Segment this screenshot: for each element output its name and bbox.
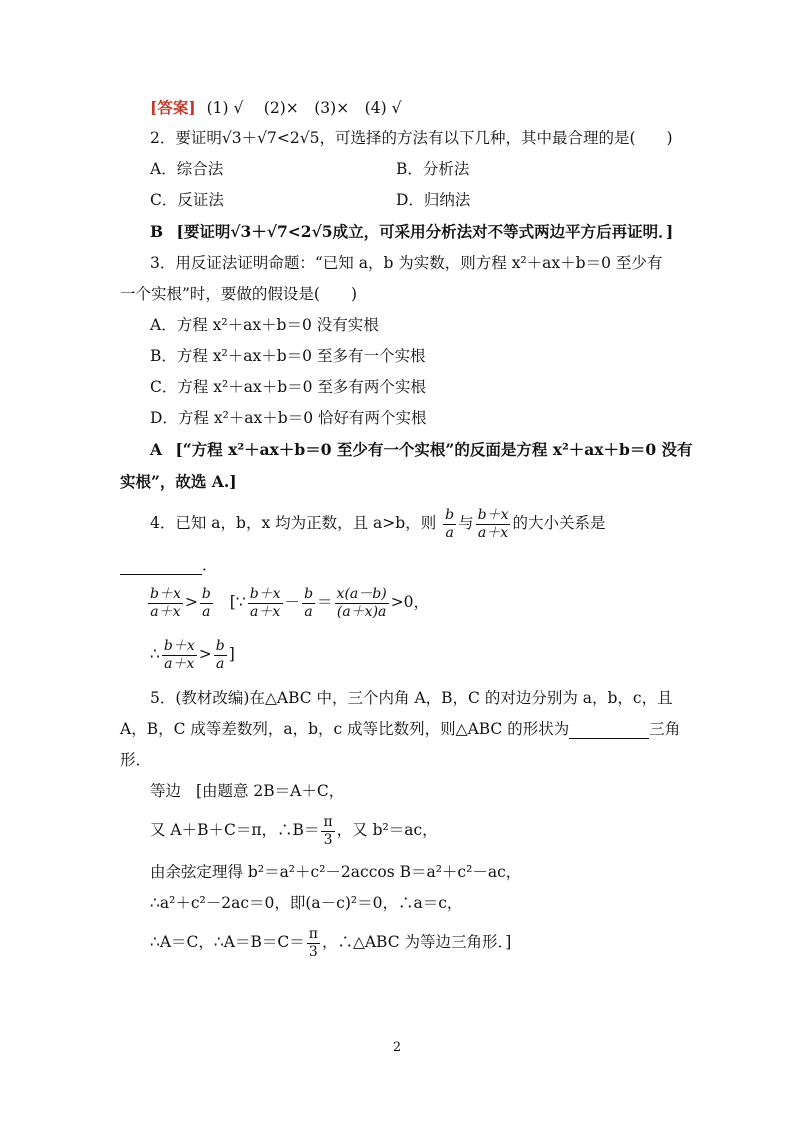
greater-than: >	[184, 593, 198, 611]
question-3-answer-line-1	[150, 440, 693, 460]
question-3-option-c: C．方程 x²＋ax＋b＝0 至多有两个实根	[150, 378, 426, 396]
question-5-answer-5-pre: ∴A＝C，∴A＝B＝C＝	[150, 933, 305, 951]
reason-open: [∵	[229, 593, 246, 611]
reason-fraction-b-over-a	[302, 586, 315, 621]
question-4-answer-line-2	[150, 634, 235, 674]
question-5-answer-word: 等边	[150, 782, 182, 800]
pi-over-3-fraction	[307, 926, 320, 961]
question-2-answer	[150, 222, 673, 242]
fraction-denominator: a	[445, 524, 454, 541]
question-2-post: ，可选择的方法有以下几种，其中最合理的是( )	[319, 129, 673, 147]
question-2-pre: 要证明	[175, 129, 222, 147]
question-3-option-d: D．方程 x²＋ax＋b＝0 恰好有两个实根	[150, 409, 427, 427]
question-5-answer-line-2	[150, 810, 438, 850]
fraction-denominator: 3	[323, 831, 333, 848]
question-2-option-a: A．综合法	[150, 160, 224, 178]
fraction-denominator: a＋x	[249, 603, 281, 620]
answer-1-items: (1) √ (2)× (3)× (4) √	[206, 99, 402, 117]
question-2-expression: √3＋√7<2√5	[221, 129, 320, 147]
question-3-option-b: B．方程 x²＋ax＋b＝0 至多有一个实根	[150, 347, 426, 365]
answer-blank	[569, 722, 649, 739]
question-2-stem	[150, 128, 673, 148]
question-5-line-1: 5．(教材改编)在△ABC 中，三个内角 A，B，C 的对边分别为 a，b，c，且	[150, 689, 673, 707]
question-4-fraction-b-over-a	[443, 507, 456, 542]
question-3-answer-line-2: 实根”，故选 A.]	[120, 472, 237, 491]
question-4-answer-line-1	[146, 582, 429, 622]
conclusion-fraction-b-over-a	[214, 638, 227, 673]
therefore-symbol: ∴	[150, 645, 160, 663]
question-4-post: 的大小关系是	[512, 514, 606, 532]
conclusion-fraction-bx-over-ax	[162, 638, 197, 673]
question-2-option-d: D．归纳法	[396, 191, 471, 209]
fraction-numerator: b	[201, 585, 211, 602]
question-5-answer-rest: [由题意 2B＝A＋C，	[195, 782, 345, 800]
fraction-numerator: b	[445, 506, 455, 523]
question-5-answer-line-1	[150, 781, 344, 801]
reason-fraction-result	[335, 586, 389, 621]
answer-fraction-bx-over-ax	[148, 586, 183, 621]
fraction-denominator: a＋x	[150, 603, 181, 620]
answer-blank	[120, 558, 202, 575]
question-2-number: 2．	[150, 129, 176, 147]
reason-fraction-bx-over-ax	[248, 586, 283, 621]
minus-sign: －	[284, 593, 301, 611]
question-3-line-2: 一个实根”时，要做的假设是( )	[120, 285, 358, 303]
fraction-denominator: a	[216, 655, 225, 672]
fraction-denominator: a＋x	[164, 655, 195, 672]
fraction-numerator: b＋x	[477, 506, 509, 523]
question-3-line-1: 3．用反证法证明命题：“已知 a，b 为实数，则方程 x²＋ax＋b＝0 至少有	[150, 254, 663, 272]
fraction-numerator: b	[304, 585, 314, 602]
fraction-numerator: b	[215, 637, 225, 654]
fraction-numerator: π	[323, 813, 333, 830]
question-5-line-2	[120, 719, 680, 739]
fraction-denominator: (a＋x)a	[336, 603, 387, 620]
answer-1-line	[150, 98, 401, 118]
question-4-mid: 与	[458, 514, 474, 532]
question-5-answer-line-3: 由余弦定理得 b²＝a²＋c²－2accos B＝a²＋c²－ac，	[150, 863, 522, 881]
fraction-denominator: a＋x	[477, 524, 509, 541]
fraction-numerator: x(a－b)	[336, 585, 387, 602]
question-5-answer-2-pre: 又 A＋B＋C＝π，∴B＝	[150, 821, 320, 839]
question-2-answer-letter: B	[150, 222, 164, 241]
question-4-blank-line	[120, 555, 218, 575]
answer-fraction-b-over-a	[200, 586, 213, 621]
question-4-fraction-bx-over-ax	[476, 507, 511, 542]
question-3-answer-letter: A	[150, 440, 163, 459]
question-4-end: ．	[202, 556, 218, 574]
greater-than: >	[198, 645, 212, 663]
fraction-numerator: b＋x	[249, 585, 281, 602]
fraction-numerator: b＋x	[163, 637, 195, 654]
close-bracket: ]	[228, 645, 235, 663]
question-2-option-c: C．反证法	[150, 191, 224, 209]
pi-over-3-fraction	[321, 814, 334, 849]
question-5-answer-5-post: ，∴△ABC 为等边三角形．]	[321, 933, 512, 951]
reason-end: >0，	[390, 593, 430, 611]
question-2-answer-post: 成立，可采用分析法对不等式两边平方后再证明．]	[332, 222, 674, 241]
fraction-numerator: b＋x	[150, 585, 181, 602]
fraction-numerator: π	[308, 925, 318, 942]
question-4-stem	[150, 505, 606, 542]
question-2-answer-pre: [要证明	[176, 222, 231, 241]
question-3-answer-text-1: [“方程 x²＋ax＋b＝0 至少有一个实根”的反面是方程 x²＋ax＋b＝0 没有	[175, 440, 693, 459]
question-5-line-3: 形．	[120, 751, 152, 769]
question-2-option-b: B．分析法	[396, 160, 470, 178]
equals-sign: ＝	[317, 593, 333, 611]
question-2-answer-expression: √3＋√7<2√5	[230, 222, 333, 241]
question-5-line-2-post: 三角	[649, 720, 681, 738]
question-3-option-a: A．方程 x²＋ax＋b＝0 没有实根	[150, 316, 379, 334]
question-5-answer-line-4: ∴a²＋c²－2ac＝0，即(a－c)²＝0，∴a＝c，	[150, 894, 463, 912]
fraction-denominator: 3	[308, 943, 318, 960]
answer-tag: [答案]	[150, 98, 196, 117]
page-number: 2	[392, 1040, 402, 1055]
question-5-answer-line-5	[150, 922, 511, 962]
question-5-line-2-pre: A，B，C 成等差数列，a，b，c 成等比数列，则△ABC 的形状为	[120, 720, 570, 738]
fraction-denominator: a	[202, 603, 211, 620]
question-5-answer-2-post: ，又 b²＝ac，	[336, 821, 438, 839]
fraction-denominator: a	[304, 603, 313, 620]
question-4-pre: 4．已知 a，b，x 均为正数，且 a>b，则	[150, 514, 437, 532]
